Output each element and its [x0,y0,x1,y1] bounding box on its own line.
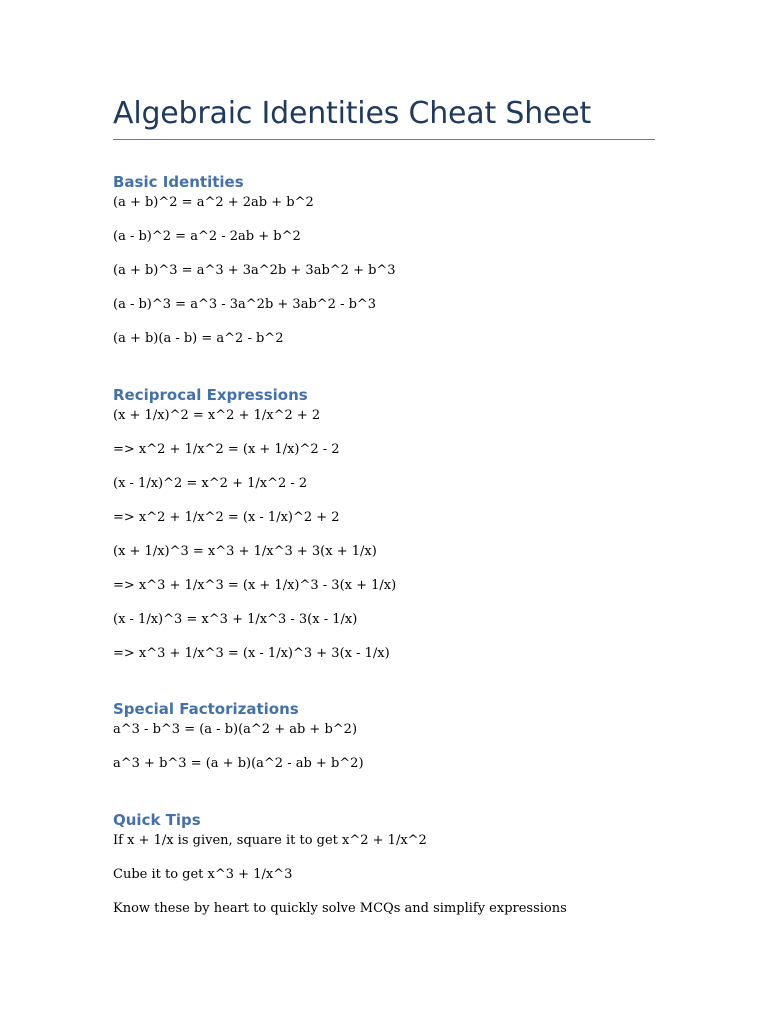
section-basic-identities [113,171,655,349]
formula-line: (a + b)^2 = a^2 + 2ab + b^2 [113,195,314,210]
formula-line: (x + 1/x)^3 = x^3 + 1/x^3 + 3(x + 1/x) [113,544,377,559]
section-reciprocal-expressions [113,384,655,664]
formula-line: (a + b)(a - b) = a^2 - b^2 [113,331,284,346]
section-heading: Quick Tips [113,811,201,829]
formula-line: (x - 1/x)^3 = x^3 + 1/x^3 - 3(x - 1/x) [113,612,358,627]
section-heading: Basic Identities [113,173,244,191]
section-quick-tips [113,809,655,919]
formula-line: => x^3 + 1/x^3 = (x + 1/x)^3 - 3(x + 1/x) [113,578,397,593]
tip-line: Cube it to get x^3 + 1/x^3 [113,867,293,882]
section-special-factorizations [113,698,655,774]
document-title: Algebraic Identities Cheat Sheet [113,96,592,131]
formula-line: => x^2 + 1/x^2 = (x - 1/x)^2 + 2 [113,510,340,525]
formula-line: (a - b)^2 = a^2 - 2ab + b^2 [113,229,301,244]
title-underline [113,139,655,140]
section-heading: Special Factorizations [113,700,299,718]
tip-line: If x + 1/x is given, square it to get x^2 + 1/x^2 [113,833,427,848]
formula-line: a^3 + b^3 = (a + b)(a^2 - ab + b^2) [113,756,364,771]
formula-line: (a - b)^3 = a^3 - 3a^2b + 3ab^2 - b^3 [113,297,377,312]
formula-line: (a + b)^3 = a^3 + 3a^2b + 3ab^2 + b^3 [113,263,396,278]
formula-line: => x^3 + 1/x^3 = (x - 1/x)^3 + 3(x - 1/x) [113,646,390,661]
formula-line: (x - 1/x)^2 = x^2 + 1/x^2 - 2 [113,476,308,491]
formula-line: (x + 1/x)^2 = x^2 + 1/x^2 + 2 [113,408,321,423]
formula-line: => x^2 + 1/x^2 = (x + 1/x)^2 - 2 [113,442,340,457]
formula-line: a^3 - b^3 = (a - b)(a^2 + ab + b^2) [113,722,358,737]
section-heading: Reciprocal Expressions [113,386,308,404]
tip-line: Know these by heart to quickly solve MCQs and simplify expressions [113,901,567,916]
